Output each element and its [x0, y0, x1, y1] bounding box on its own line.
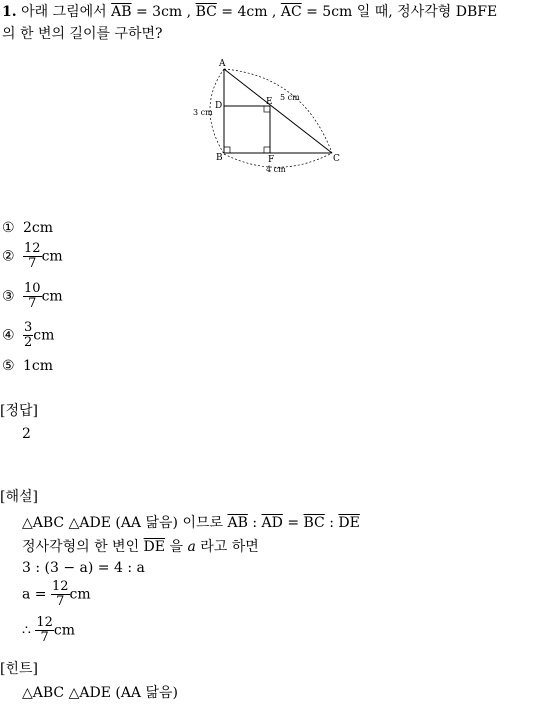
solution-line-4-numerator: 12 — [51, 579, 69, 594]
label-b: B — [216, 153, 223, 163]
solution-colon-1: : — [252, 515, 258, 531]
bc-value: = 4cm , — [221, 4, 277, 20]
choice-3-fraction — [23, 282, 42, 311]
solution-line-4-denominator: 7 — [56, 594, 65, 609]
triangle-figure — [188, 56, 348, 176]
solution-line-3: 3 : (3 − a) = 4 : a — [22, 560, 145, 576]
dim-ac: 5 cm — [280, 93, 300, 102]
solution-similar-text: △ABC △ADE (AA 닮음) 이므로 — [22, 515, 224, 531]
choice-3[interactable] — [2, 282, 63, 311]
solution-line-4-prefix: a = — [22, 586, 47, 603]
dim-ab: 3 cm — [193, 108, 213, 117]
solution-line-5-unit: cm — [53, 622, 76, 639]
choice-2-numerator: 12 — [24, 241, 41, 256]
solution-segment-bc: $\overline{BC}$ — [303, 515, 325, 531]
right-angle-mark-f — [264, 147, 270, 153]
choice-4-mark: ④ — [2, 327, 15, 344]
solution-segment-ad: $\overline{AD}$ — [261, 515, 283, 531]
solution-line-1 — [22, 512, 360, 532]
choice-2-mark: ② — [2, 248, 15, 265]
solution-line-5 — [22, 616, 75, 645]
solution-line-4-fraction — [51, 580, 70, 609]
choice-1-text: 2cm — [23, 220, 54, 236]
solution-segment-de: $\overline{DE}$ — [338, 515, 360, 531]
solution-equals: = — [287, 515, 300, 531]
question-text-1: 아래 그림에서 — [21, 4, 107, 20]
solution-line-2-text-b: 을 — [169, 539, 183, 555]
segment-ab: $\overline{AB}$ — [111, 4, 132, 20]
question-line-1 — [2, 2, 497, 22]
solution-line-5-prefix: ∴ — [22, 622, 31, 639]
choice-2[interactable] — [2, 242, 63, 271]
answer-value: 2 — [22, 426, 31, 442]
answer-header: [정답] — [0, 403, 38, 419]
label-c: C — [333, 154, 340, 164]
label-a: A — [219, 59, 226, 69]
solution-line-5-denominator: 7 — [40, 630, 49, 645]
segment-bc: $\overline{BC}$ — [195, 4, 217, 20]
dim-bc: 4 cm — [266, 165, 286, 174]
choice-4-unit: cm — [33, 327, 55, 344]
hint-text: △ABC △ADE (AA 닮음) — [22, 685, 179, 701]
choice-2-fraction — [23, 242, 42, 271]
solution-segment-ab: $\overline{AB}$ — [227, 515, 248, 531]
solution-line-4 — [22, 580, 91, 609]
ac-value: = 5cm 일 때, 정사각형 DBFE — [306, 4, 498, 20]
right-angle-mark-b — [224, 147, 230, 153]
choice-4-denominator: 2 — [24, 335, 33, 350]
choice-4-numerator: 3 — [24, 320, 33, 335]
solution-line-2-text-c: 라고 하면 — [200, 539, 259, 555]
solution-line-2-segment-de: $\overline{DE}$ — [143, 539, 165, 555]
choice-1[interactable] — [2, 220, 53, 236]
choice-2-unit: cm — [41, 248, 63, 265]
label-d: D — [215, 101, 223, 111]
solution-header: [해설] — [0, 489, 38, 505]
choice-5-text: 1cm — [23, 358, 54, 374]
choice-5[interactable] — [2, 358, 53, 374]
question-number: 1. — [2, 4, 17, 20]
solution-line-2-text-a: 정사각형의 한 변인 — [22, 539, 140, 555]
choice-4[interactable] — [2, 321, 54, 350]
ab-value: = 3cm , — [136, 4, 192, 20]
choice-5-mark: ⑤ — [2, 358, 15, 374]
segment-ac: $\overline{AC}$ — [280, 4, 302, 20]
choice-4-fraction — [23, 321, 33, 350]
choice-3-unit: cm — [41, 288, 63, 305]
solution-line-4-unit: cm — [69, 586, 91, 603]
solution-variable-a: a — [187, 539, 196, 555]
question-line-2: 의 한 변의 길이를 구하면? — [2, 26, 163, 42]
choice-3-numerator: 10 — [24, 281, 41, 296]
solution-line-5-numerator: 12 — [36, 615, 53, 630]
choice-2-denominator: 7 — [28, 256, 37, 271]
solution-line-2 — [22, 536, 259, 556]
hint-header: [힌트] — [0, 661, 38, 677]
solution-colon-2: : — [329, 515, 334, 531]
label-f: F — [268, 155, 275, 165]
label-e: E — [266, 97, 273, 107]
choice-1-mark: ① — [2, 220, 15, 236]
side-ac — [224, 69, 332, 153]
solution-line-5-fraction — [35, 616, 54, 645]
choice-3-mark: ③ — [2, 288, 15, 305]
choice-3-denominator: 7 — [28, 296, 37, 311]
